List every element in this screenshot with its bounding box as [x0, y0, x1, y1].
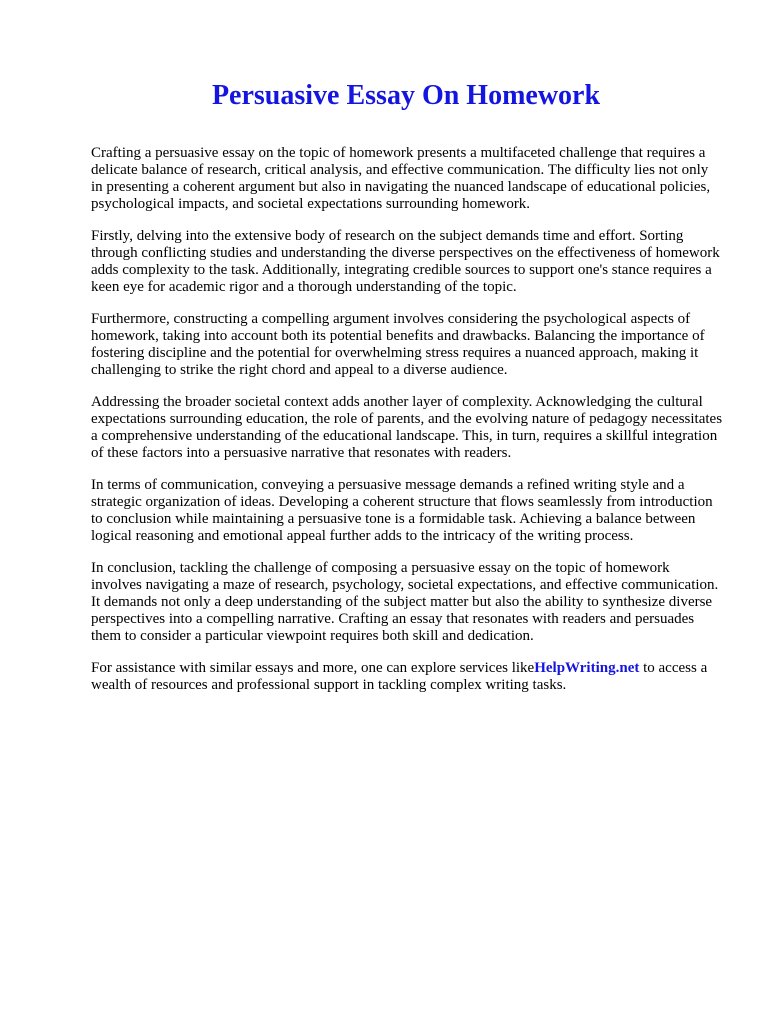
- paragraph-intro: Crafting a persuasive essay on the topic of homework presents a multifaceted challenge that requires a delicate balance of research, critical analysis, and effective communication. The difficulty lies not only in presenting a coherent argument but also in navigating the nuanced landscape of educational policies, psychological impacts, and societal expectations surrounding homework.: [91, 145, 711, 212]
- paragraph-societal-context: Addressing the broader societal context adds another layer of complexity. Acknowledging the cultural expectations surrounding education, the role of parents, and the evolving nature of pedagogy necessitates a comprehensive understanding of the educational landscape. This, in turn, requires a skillful integration of these factors into a persuasive narrative that resonates with readers.: [91, 394, 723, 461]
- paragraph-psychology: Furthermore, constructing a compelling argument involves considering the psychological aspects of homework, taking into account both its potential benefits and drawbacks. Balancing the importance of fostering discipline and the potential for overwhelming stress requires a nuanced approach, making it challenging to strike the right chord and appeal to a diverse audience.: [91, 311, 705, 378]
- paragraph-closing: [91, 660, 723, 694]
- document-title: Persuasive Essay On Homework: [211, 80, 601, 111]
- document-body: [91, 145, 723, 709]
- paragraph-communication: In terms of communication, conveying a persuasive message demands a refined writing style and a strategic organization of ideas. Developing a coherent structure that flows seamlessly from introduction to conclusion while maintaining a persuasive tone is a formidable task. Achieving a balance between logical reasoning and emotional appeal further adds to the intricacy of the writing process.: [91, 477, 713, 544]
- closing-text-before-link: For assistance with similar essays and more, one can explore services like: [91, 660, 535, 676]
- helpwriting-link[interactable]: HelpWriting.net: [534, 660, 640, 676]
- paragraph-research: Firstly, delving into the extensive body of research on the subject demands time and effort. Sorting through conflicting studies and understanding the diverse perspectives on the effectiveness of homework adds complexity to the task. Additionally, integrating credible sources to support one's stance requires a keen eye for academic rigor and a thorough understanding of the topic.: [91, 228, 720, 295]
- paragraph-conclusion: In conclusion, tackling the challenge of composing a persuasive essay on the topic of homework involves navigating a maze of research, psychology, societal expectations, and effective communication. It demands not only a deep understanding of the subject matter but also the ability to synthesize diverse perspectives into a compelling narrative. Crafting an essay that resonates with readers and persuades them to consider a particular viewpoint requires both skill and dedication.: [91, 560, 719, 644]
- closing-text-after-link: to access a wealth of resources and professional support in tackling complex writing tasks.: [91, 660, 708, 693]
